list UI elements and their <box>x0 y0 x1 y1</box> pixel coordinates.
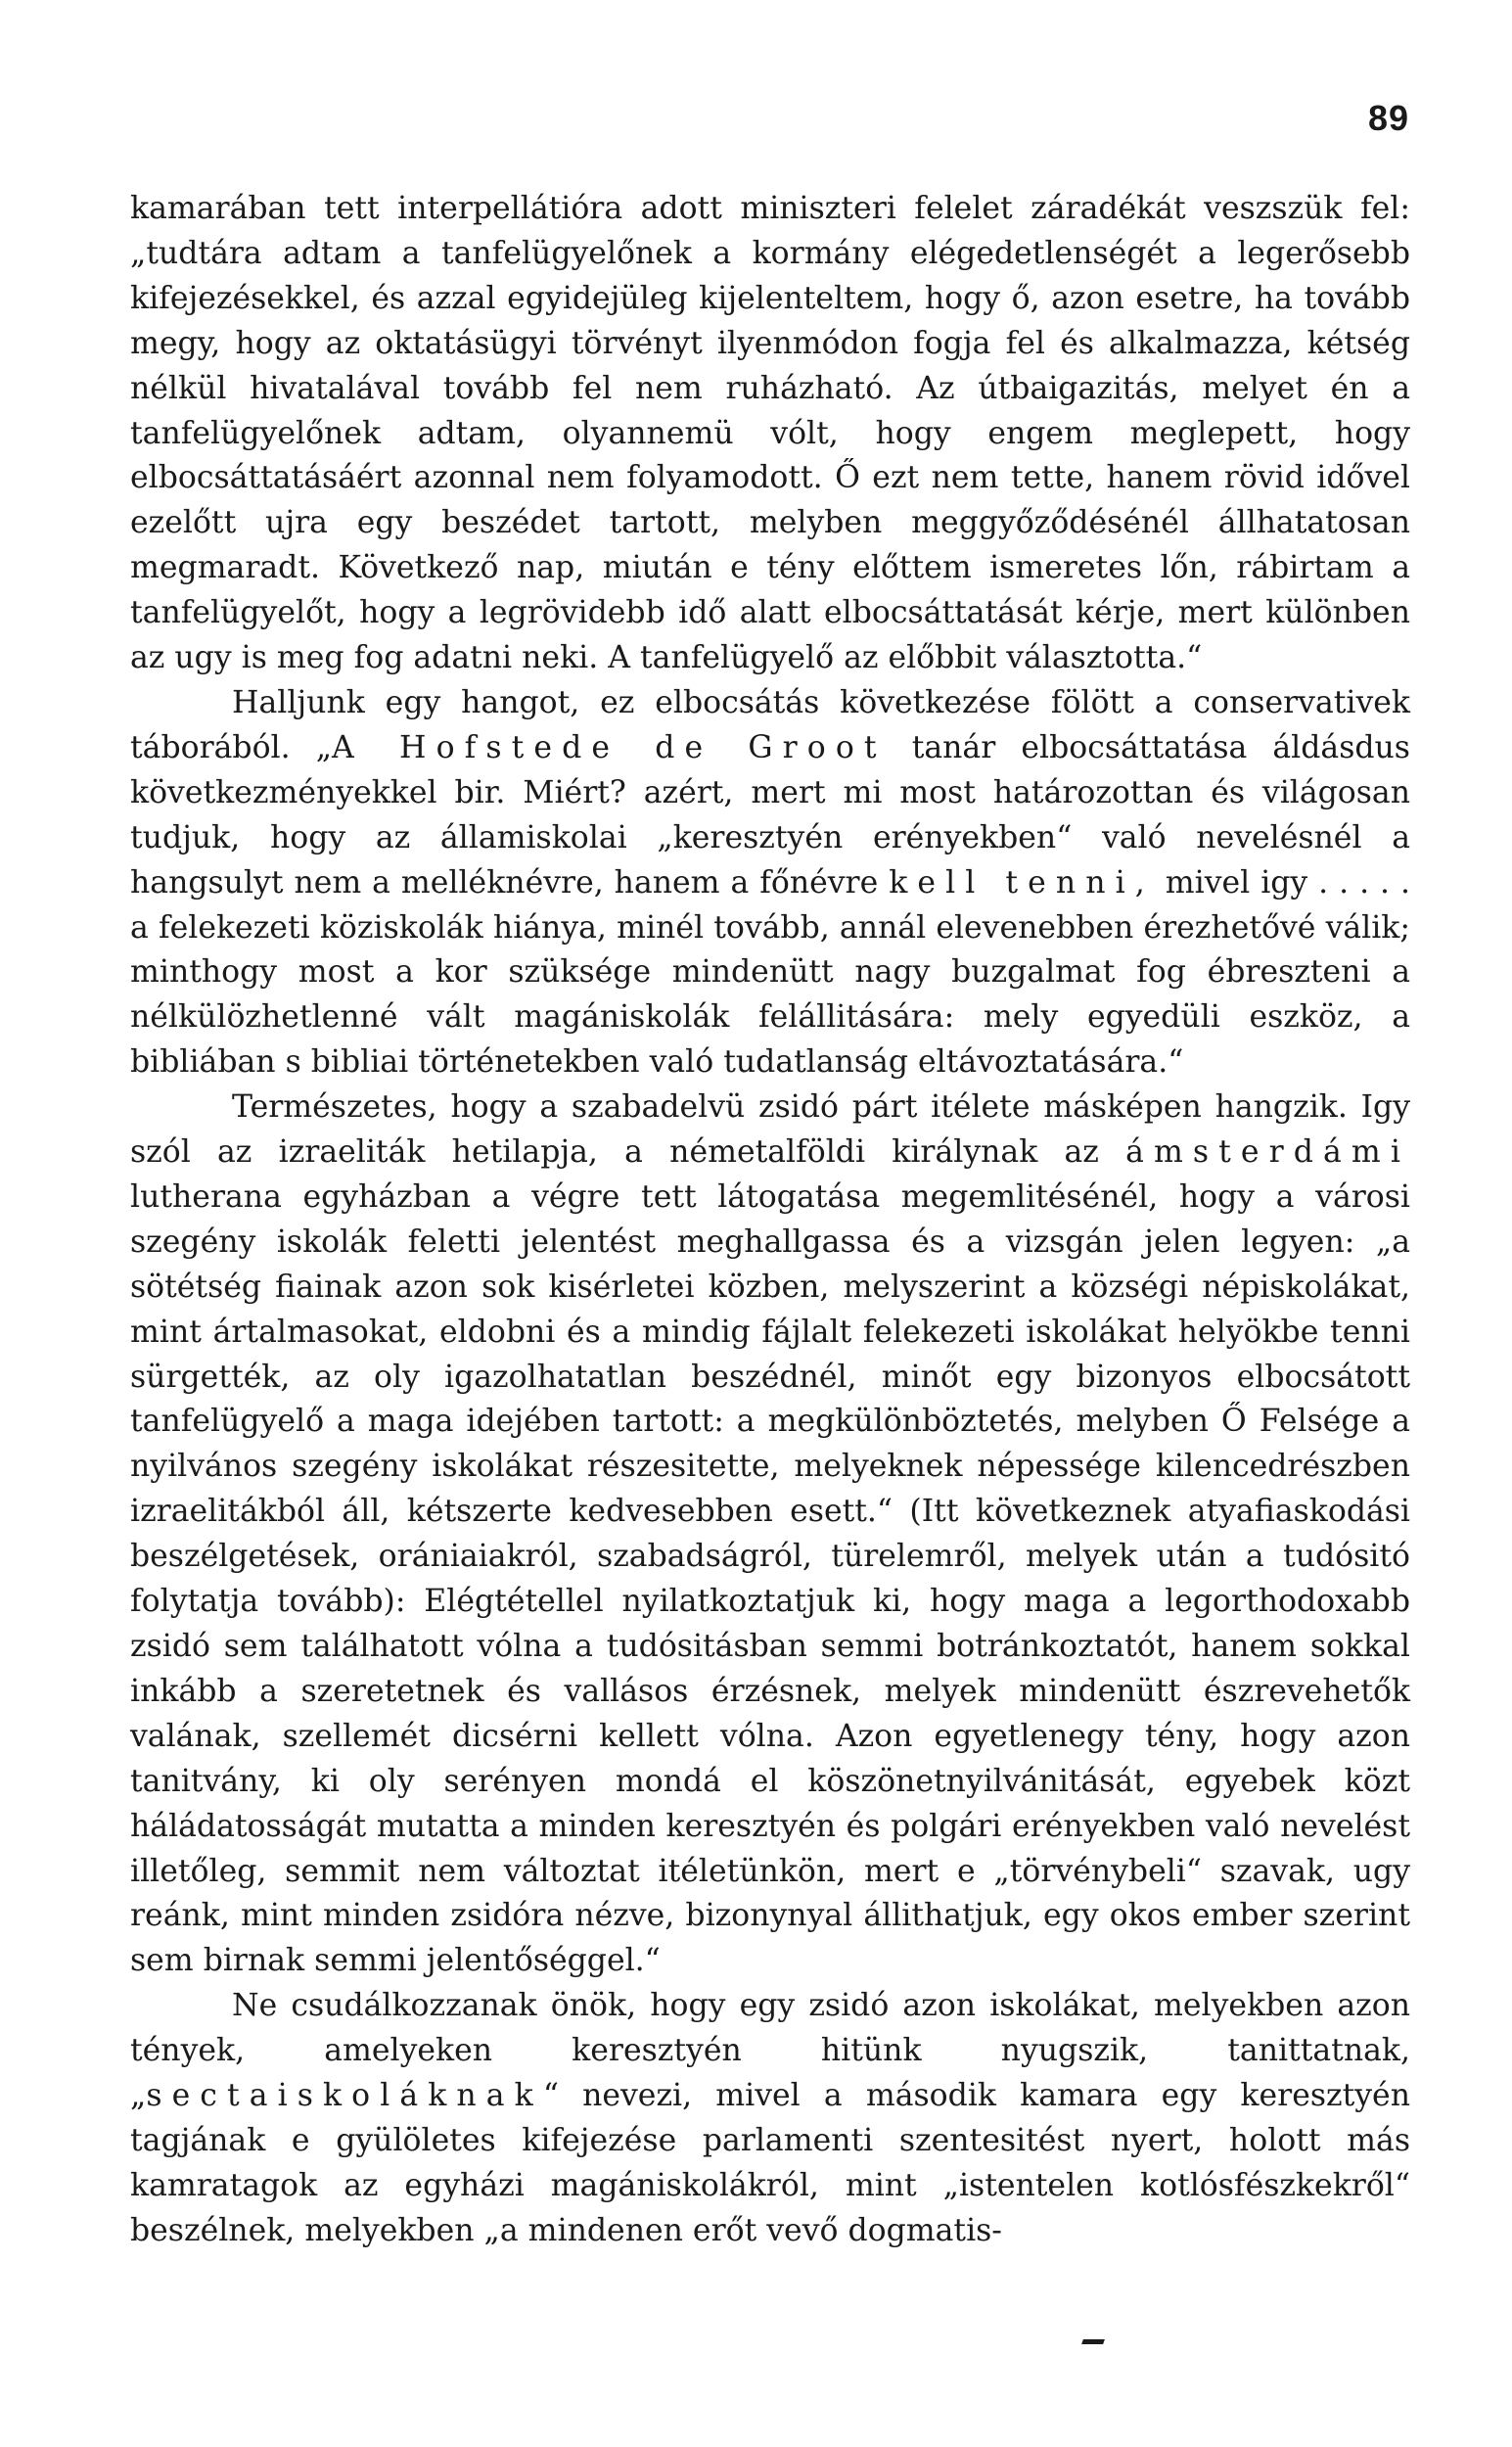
paragraph-4-text-b: “ nevezi, mivel a második kamara egy keresztyén tagjának e gyülöletes kifejezése parlamenti szentesitést nyert, holott más kamratagok az egyházi magániskolákról, mint „istentelen kotlósfészkekről“ beszélnek, melyekben „a mindenen erőt vevő dogmatis- <box>130 2078 1410 2248</box>
paragraph-4-text-a: Ne csudálkozzanak önök, hogy egy zsidó azon iskolákat, melyekben azon tények, amelyeken keresztyén hitünk nyugszik, tanittatnak, „ <box>130 1988 1410 2114</box>
emphasis-name-hofstede: A Hofstede de Groot <box>332 729 887 765</box>
emphasis-sectaiskolaknak: sectaiskoláknak <box>146 2078 543 2114</box>
paragraph-1: kamarában tett interpellátióra adott miniszteri felelet záradékát veszszük fel: „tudtára adtam a tanfelügyelőnek a kormány elégedetlenségét a legerősebb kifejezésekkel, és azzal egyidejüleg kijelenteltem, hogy ő, azon esetre, ha tovább megy, hogy az oktatásügyi törvényt ilyenmódon fogja fel és alkalmazza, kétség nélkül hivatalával tovább fel nem ruházható. Az útbaigazitás, melyet én a tanfelügyelőnek adtam, olyannemü vólt, hogy engem meglepett, hogy elbocsáttatásáért azonnal nem folyamodott. Ő ezt nem tette, hanem rövid idővel ezelőtt ujra egy beszédet tartott, melyben meggyőződésénél állhatatosan megmaradt. Következő nap, miután e tény előttem ismeretes lőn, rábirtam a tanfelügyelőt, hogy a legrövidebb idő alatt elbocsáttatását kérje, mert különben az ugy is meg fog adatni neki. A tanfelügyelő az előbbit választotta.“ <box>130 191 1410 676</box>
emphasis-amsterdami: ámsterdámi <box>1125 1134 1410 1171</box>
paragraph-2-text-b: tanár elbocsáttatása áldásdus következményekkel bir. Miért? azért, mert mi most határozottan és világosan tudjuk, hogy az államiskolai „keresztyén erényekben“ való nevelésnél a hangsulyt nem a melléknévre, hanem a főnévre <box>130 729 1410 900</box>
paragraph-2 <box>130 681 1410 1085</box>
emphasis-kell-tenni: kell tenni, <box>889 864 1155 900</box>
paragraph-3-text-b: lutherana egyházban a végre tett látogatása megemlitésénél, hogy a városi szegény iskolák feletti jelentést meghallgassa és a vizsgán jelen legyen: „a sötétség fiainak azon sok kisérletei közben, melyszerint a községi népiskolákat, mint ártalmasokat, eldobni és a mindig fájlalt felekezeti iskolákat helyökbe tenni sürgették, az oly igazolhatatlan beszédnél, minőt egy bizonyos elbocsátott tanfelügyelő a maga idejében tartott: a megkülönböztetés, melyben Ő Felsége a nyilvános szegény iskolákat részesitette, melyeknek népessége kilencedrészben izraelitákból áll, kétszerte kedvesebben esett.“ (Itt következnek atyafiaskodási beszélgetések, orániaiakról, szabadságról, türelemről, melyek után a tudósitó folytatja tovább): Elégtétellel nyilatkoztatjuk ki, hogy maga a legorthodoxabb zsidó sem találhatott vólna a tudósitásban semmi botránkoztatót, hanem sokkal inkább a szeretetnek és vallásos érzésnek, melyek mindenütt észrevehetők valának, szellemét dicsérni kellett vólna. Azon egyetlenegy tény, hogy azon tanitvány, ki oly serényen mondá el köszönetnyilvánitását, egyebek közt háládatosságát mutatta a minden keresztyén és polgári erényekben való nevelést illetőleg, semmit nem változtat itéletünkön, mert e „törvénybeli“ szavak, ugy reánk, mint minden zsidóra nézve, bizonynyal állithatjuk, egy okos ember szerint sem birnak semmi jelentőséggel.“ <box>130 1178 1410 1979</box>
page-number: 89 <box>1367 98 1409 138</box>
paragraph-3-text-a: Természetes, hogy a szabadelvü zsidó párt itélete másképen hangzik. Igy szól az izraeliták hetilapja, a németalföldi királynak az <box>130 1089 1410 1171</box>
printer-mark <box>1081 2339 1105 2344</box>
paragraph-2-text-a: Halljunk egy hangot, ez elbocsátás következése fölött a conservativek táborából. „ <box>130 684 1410 765</box>
paragraph-4 <box>130 1984 1410 2253</box>
paragraph-3 <box>130 1085 1410 1984</box>
paragraph-2-text-c: mivel igy . . . . . a felekezeti köziskolák hiánya, minél tovább, annál elevenebben érezhetővé válik; minthogy most a kor szüksége mindenütt nagy buzgalmat fog ébreszteni a nélkülözhetlenné vált magániskolák felállitására: mely egyedüli eszköz, a bibliában s bibliai történetekben való tudatlanság eltávoztatására.“ <box>130 864 1410 1081</box>
body-text <box>130 187 1410 2254</box>
